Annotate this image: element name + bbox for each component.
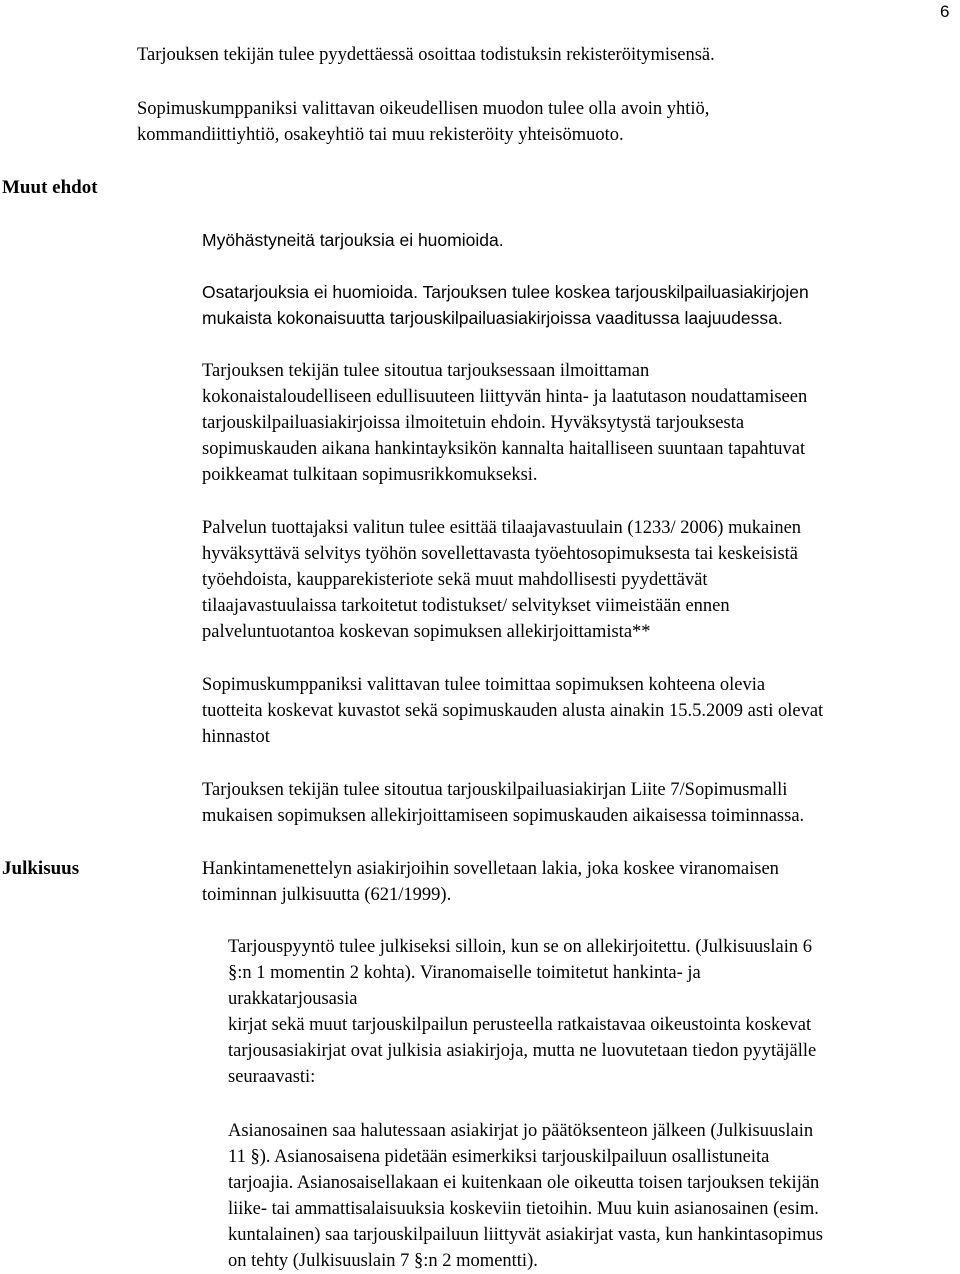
text-line: tarjouskilpailuasiakirjoissa ilmoitetuin ehdoin. Hyväksytystä tarjouksesta	[202, 413, 745, 433]
page-number: 6	[940, 2, 950, 21]
text-line: toiminnan julkisuutta (621/1999).	[202, 885, 452, 905]
text-line: tuotteita koskevat kuvastot sekä sopimuskauden alusta ainakin 15.5.2009 asti olevat	[202, 701, 824, 721]
text-line: Sopimuskumppaniksi valittavan oikeudellisen muodon tulee olla avoin yhtiö,	[137, 99, 710, 119]
paragraph-commitment	[202, 358, 807, 488]
text-line: työehdoista, kaupparekisteriote sekä muut mahdollisesti pyydettävät	[202, 570, 708, 590]
text-line: Myöhästyneitä tarjouksia ei huomioida.	[202, 230, 504, 250]
text-line: Osatarjouksia ei huomioida. Tarjouksen tulee koskea tarjouskilpailuasiakirjojen	[202, 282, 809, 302]
text-line: tilaajavastuulaissa tarkoitetut todistukset/ selvitykset viimeistään ennen	[202, 596, 730, 616]
text-line: hinnastot	[202, 727, 270, 747]
text-line: mukaisen sopimuksen allekirjoittamiseen sopimuskauden aikaisessa toiminnassa.	[202, 806, 805, 826]
paragraph-contract-commitment	[202, 777, 804, 829]
text-line: tarjousasiakirjat ovat julkisia asiakirjoja, mutta ne luovutetaan tiedon pyytäjälle	[228, 1041, 817, 1061]
text-line: hyväksyttävä selvitys työhön sovellettavasta työehtosopimuksesta tai keskeisistä	[202, 544, 799, 564]
paragraph-request-public	[228, 934, 816, 1090]
text-line: on tehty (Julkisuuslain 7 §:n 2 momentti).	[228, 1251, 538, 1271]
text-line: kommandiittiyhtiö, osakeyhtiö tai muu rekisteröity yhteisömuoto.	[137, 125, 624, 145]
paragraph-registration	[137, 42, 715, 68]
text-line: tarjoajia. Asianosaisellakaan ei kuitenkaan ole oikeutta toisen tarjouksen tekijän	[228, 1173, 820, 1193]
paragraph-legal-form	[137, 96, 709, 148]
paragraph-service-provider	[202, 515, 801, 645]
text-line: urakkatarjousasia	[228, 989, 358, 1009]
text-line: Tarjouksen tekijän tulee pyydettäessä osoittaa todistuksin rekisteröitymisensä.	[137, 45, 715, 65]
paragraph-party-access	[228, 1118, 823, 1274]
text-line: palveluntuotantoa koskevan sopimuksen allekirjoittamista**	[202, 622, 651, 642]
text-line: Asianosainen saa halutessaan asiakirjat jo päätöksenteon jälkeen (Julkisuuslain	[228, 1121, 814, 1141]
text-line: liike- tai ammattisalaisuuksia koskeviin tietoihin. Muu kuin asianosainen (esim.	[228, 1199, 819, 1219]
text-line: kokonaistaloudelliseen edullisuuteen liittyvän hinta- ja laatutason noudattamiseen	[202, 387, 808, 407]
text-line: kirjat sekä muut tarjouskilpailun perusteella ratkaistavaa oikeustointa koskevat	[228, 1015, 812, 1035]
text-line: Tarjouksen tekijän tulee sitoutua tarjouskilpailuasiakirjan Liite 7/Sopimusmalli	[202, 780, 788, 800]
text-line: sopimuskauden aikana hankintayksikön kannalta haitalliseen suuntaan tapahtuvat	[202, 439, 806, 459]
text-line: poikkeamat tulkitaan sopimusrikkomukseksi.	[202, 465, 538, 485]
text-line: Sopimuskumppaniksi valittavan tulee toimittaa sopimuksen kohteena olevia	[202, 675, 766, 695]
text-line: Tarjouksen tekijän tulee sitoutua tarjouksessaan ilmoittaman	[202, 361, 650, 381]
text-line: Hankintamenettelyn asiakirjoihin sovelletaan lakia, joka koskee viranomaisen	[202, 859, 779, 879]
text-line: kuntalainen) saa tarjouskilpailuun liittyvät asiakirjat vasta, kun hankintasopimus	[228, 1225, 823, 1245]
section-heading-julkisuus: Julkisuus	[2, 858, 80, 879]
text-line: mukaista kokonaisuutta tarjouskilpailuasiakirjoissa vaaditussa laajuudessa.	[202, 308, 783, 328]
section-heading-muut-ehdot: Muut ehdot	[2, 177, 98, 198]
paragraph-catalogs	[202, 672, 823, 750]
text-line: seuraavasti:	[228, 1067, 316, 1087]
text-line: Palvelun tuottajaksi valitun tulee esittää tilaajavastuulain (1233/ 2006) mukainen	[202, 518, 802, 538]
text-line: §:n 1 momentin 2 kohta). Viranomaiselle toimitetut hankinta- ja	[228, 963, 701, 983]
paragraph-late-offers	[202, 227, 504, 253]
text-line: Tarjouspyyntö tulee julkiseksi silloin, kun se on allekirjoitettu. (Julkisuuslain 6	[228, 937, 812, 957]
text-line: 11 §). Asianosaisena pidetään esimerkiksi tarjouskilpailuun osallistuneita	[228, 1147, 770, 1167]
paragraph-partial-offers	[202, 279, 809, 331]
paragraph-publicity-law	[202, 856, 779, 908]
